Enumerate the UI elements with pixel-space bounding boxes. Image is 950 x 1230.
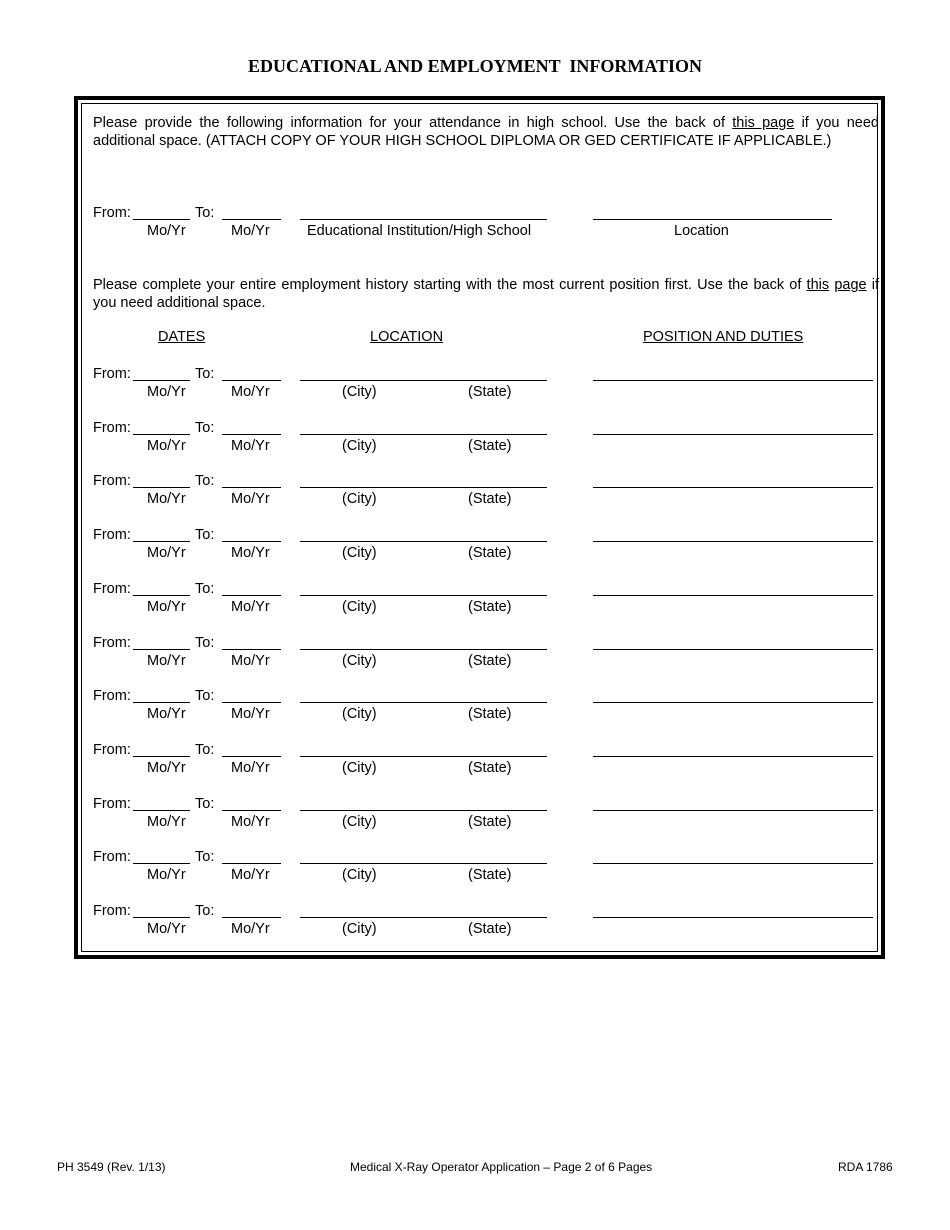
- emp-from-field[interactable]: [133, 917, 190, 918]
- emp-from-field[interactable]: [133, 541, 190, 542]
- emp-location-field[interactable]: [300, 810, 547, 811]
- emp-city-caption: (City): [342, 438, 377, 454]
- emp-from-label: From:: [93, 581, 131, 597]
- emp-from-caption: Mo/Yr: [147, 653, 186, 669]
- location-header: LOCATION: [370, 329, 444, 345]
- emp-city-caption: (City): [342, 491, 377, 507]
- employment-row: [82, 472, 882, 512]
- emp-instr-page: page: [834, 277, 867, 293]
- emp-instr-text-1: Please complete your entire employment history starting with the most current position first. Use the back of: [93, 277, 807, 293]
- emp-from-caption: Mo/Yr: [147, 814, 186, 830]
- emp-position-field[interactable]: [593, 487, 873, 488]
- emp-position-field[interactable]: [593, 702, 873, 703]
- hs-location-caption: Location: [674, 223, 729, 239]
- emp-state-caption: (State): [468, 384, 512, 400]
- emp-location-field[interactable]: [300, 434, 547, 435]
- emp-to-field[interactable]: [222, 702, 281, 703]
- emp-to-label: To:: [195, 635, 215, 651]
- emp-state-caption: (State): [468, 921, 512, 937]
- emp-state-caption: (State): [468, 653, 512, 669]
- form-frame: [74, 96, 885, 959]
- emp-to-field[interactable]: [222, 595, 281, 596]
- emp-from-field[interactable]: [133, 380, 190, 381]
- emp-location-field[interactable]: [300, 541, 547, 542]
- emp-to-label: To:: [195, 903, 215, 919]
- employment-row: [82, 634, 882, 674]
- employment-row: [82, 687, 882, 727]
- emp-location-field[interactable]: [300, 863, 547, 864]
- emp-state-caption: (State): [468, 814, 512, 830]
- emp-from-label: From:: [93, 849, 131, 865]
- hs-to-field[interactable]: [222, 219, 281, 220]
- emp-from-caption: Mo/Yr: [147, 760, 186, 776]
- emp-to-caption: Mo/Yr: [231, 438, 270, 454]
- emp-to-caption: Mo/Yr: [231, 599, 270, 615]
- emp-location-field[interactable]: [300, 649, 547, 650]
- emp-position-field[interactable]: [593, 541, 873, 542]
- emp-state-caption: (State): [468, 545, 512, 561]
- footer-rda: RDA 1786: [838, 1160, 893, 1174]
- emp-from-label: From:: [93, 635, 131, 651]
- emp-city-caption: (City): [342, 814, 377, 830]
- emp-from-caption: Mo/Yr: [147, 706, 186, 722]
- emp-location-field[interactable]: [300, 756, 547, 757]
- emp-to-field[interactable]: [222, 863, 281, 864]
- emp-city-caption: (City): [342, 653, 377, 669]
- emp-from-field[interactable]: [133, 756, 190, 757]
- hs-instr-text-2: if you need additional space. (ATTACH COPY OF YOUR HIGH SCHOOL DIPLOMA OR GED CERTIFICATE IF APPLICABLE.): [93, 115, 879, 149]
- emp-from-field[interactable]: [133, 702, 190, 703]
- emp-from-caption: Mo/Yr: [147, 545, 186, 561]
- emp-from-field[interactable]: [133, 487, 190, 488]
- emp-state-caption: (State): [468, 491, 512, 507]
- emp-city-caption: (City): [342, 760, 377, 776]
- emp-from-label: From:: [93, 742, 131, 758]
- emp-from-label: From:: [93, 796, 131, 812]
- employment-row: [82, 795, 882, 835]
- hs-location-field[interactable]: [593, 219, 832, 220]
- emp-to-caption: Mo/Yr: [231, 545, 270, 561]
- footer-form-number: PH 3549 (Rev. 1/13): [57, 1160, 166, 1174]
- emp-instr-text-2: if you need additional space.: [93, 277, 880, 311]
- emp-from-field[interactable]: [133, 434, 190, 435]
- emp-to-field[interactable]: [222, 380, 281, 381]
- emp-to-label: To:: [195, 473, 215, 489]
- employment-instructions: [93, 276, 879, 312]
- emp-to-field[interactable]: [222, 541, 281, 542]
- emp-to-label: To:: [195, 742, 215, 758]
- emp-location-field[interactable]: [300, 702, 547, 703]
- emp-position-field[interactable]: [593, 756, 873, 757]
- emp-location-field[interactable]: [300, 917, 547, 918]
- emp-from-field[interactable]: [133, 595, 190, 596]
- emp-city-caption: (City): [342, 599, 377, 615]
- emp-state-caption: (State): [468, 438, 512, 454]
- emp-to-caption: Mo/Yr: [231, 814, 270, 830]
- emp-state-caption: (State): [468, 867, 512, 883]
- emp-to-field[interactable]: [222, 434, 281, 435]
- emp-position-field[interactable]: [593, 863, 873, 864]
- emp-to-label: To:: [195, 849, 215, 865]
- emp-from-label: From:: [93, 420, 131, 436]
- emp-position-field[interactable]: [593, 380, 873, 381]
- employment-row: [82, 741, 882, 781]
- emp-state-caption: (State): [468, 760, 512, 776]
- emp-from-field[interactable]: [133, 649, 190, 650]
- emp-to-label: To:: [195, 366, 215, 382]
- emp-position-field[interactable]: [593, 434, 873, 435]
- emp-to-caption: Mo/Yr: [231, 384, 270, 400]
- employment-row: [82, 365, 882, 405]
- emp-to-label: To:: [195, 796, 215, 812]
- form-frame-inner: [81, 103, 878, 952]
- employment-row: [82, 580, 882, 620]
- emp-from-label: From:: [93, 473, 131, 489]
- emp-location-field[interactable]: [300, 487, 547, 488]
- emp-to-caption: Mo/Yr: [231, 921, 270, 937]
- emp-city-caption: (City): [342, 545, 377, 561]
- emp-from-caption: Mo/Yr: [147, 599, 186, 615]
- position-header: POSITION AND DUTIES: [643, 329, 804, 345]
- hs-to-label: To:: [195, 205, 215, 221]
- emp-city-caption: (City): [342, 706, 377, 722]
- dates-header: DATES: [158, 329, 206, 345]
- emp-from-label: From:: [93, 688, 131, 704]
- emp-city-caption: (City): [342, 384, 377, 400]
- emp-from-caption: Mo/Yr: [147, 384, 186, 400]
- hs-from-label: From:: [93, 205, 131, 221]
- emp-from-caption: Mo/Yr: [147, 867, 186, 883]
- hs-from-caption: Mo/Yr: [147, 223, 186, 239]
- emp-state-caption: (State): [468, 706, 512, 722]
- emp-to-label: To:: [195, 688, 215, 704]
- emp-location-field[interactable]: [300, 595, 547, 596]
- hs-instr-text-1: Please provide the following information for your attendance in high school. Use the back of: [93, 115, 733, 131]
- employment-row: [82, 848, 882, 888]
- emp-to-field[interactable]: [222, 649, 281, 650]
- emp-from-caption: Mo/Yr: [147, 491, 186, 507]
- emp-position-field[interactable]: [593, 595, 873, 596]
- emp-position-field[interactable]: [593, 810, 873, 811]
- employment-row: [82, 526, 882, 566]
- emp-from-field[interactable]: [133, 810, 190, 811]
- emp-from-field[interactable]: [133, 863, 190, 864]
- emp-from-label: From:: [93, 903, 131, 919]
- emp-state-caption: (State): [468, 599, 512, 615]
- employment-row: [82, 902, 882, 942]
- page-title: EDUCATIONAL AND EMPLOYMENT INFORMATION: [247, 56, 703, 76]
- hs-from-field[interactable]: [133, 219, 190, 220]
- emp-city-caption: (City): [342, 867, 377, 883]
- hs-instr-this-page: this page: [732, 115, 795, 131]
- emp-to-field[interactable]: [222, 487, 281, 488]
- emp-from-caption: Mo/Yr: [147, 438, 186, 454]
- emp-from-label: From:: [93, 366, 131, 382]
- emp-to-field[interactable]: [222, 756, 281, 757]
- emp-to-caption: Mo/Yr: [231, 706, 270, 722]
- emp-to-caption: Mo/Yr: [231, 867, 270, 883]
- emp-to-caption: Mo/Yr: [231, 653, 270, 669]
- emp-to-caption: Mo/Yr: [231, 491, 270, 507]
- emp-to-label: To:: [195, 527, 215, 543]
- emp-to-field[interactable]: [222, 917, 281, 918]
- emp-from-caption: Mo/Yr: [147, 921, 186, 937]
- high-school-instructions: [93, 114, 879, 150]
- emp-position-field[interactable]: [593, 649, 873, 650]
- emp-location-field[interactable]: [300, 380, 547, 381]
- emp-position-field[interactable]: [593, 917, 873, 918]
- hs-to-caption: Mo/Yr: [231, 223, 270, 239]
- footer-page-info: Medical X-Ray Operator Application – Page 2 of 6 Pages: [350, 1160, 653, 1174]
- emp-instr-this: this: [806, 277, 830, 293]
- emp-to-caption: Mo/Yr: [231, 760, 270, 776]
- emp-city-caption: (City): [342, 921, 377, 937]
- hs-institution-field[interactable]: [300, 219, 547, 220]
- emp-from-label: From:: [93, 527, 131, 543]
- emp-to-label: To:: [195, 420, 215, 436]
- emp-to-label: To:: [195, 581, 215, 597]
- emp-to-field[interactable]: [222, 810, 281, 811]
- hs-institution-caption: Educational Institution/High School: [307, 223, 532, 239]
- employment-row: [82, 419, 882, 459]
